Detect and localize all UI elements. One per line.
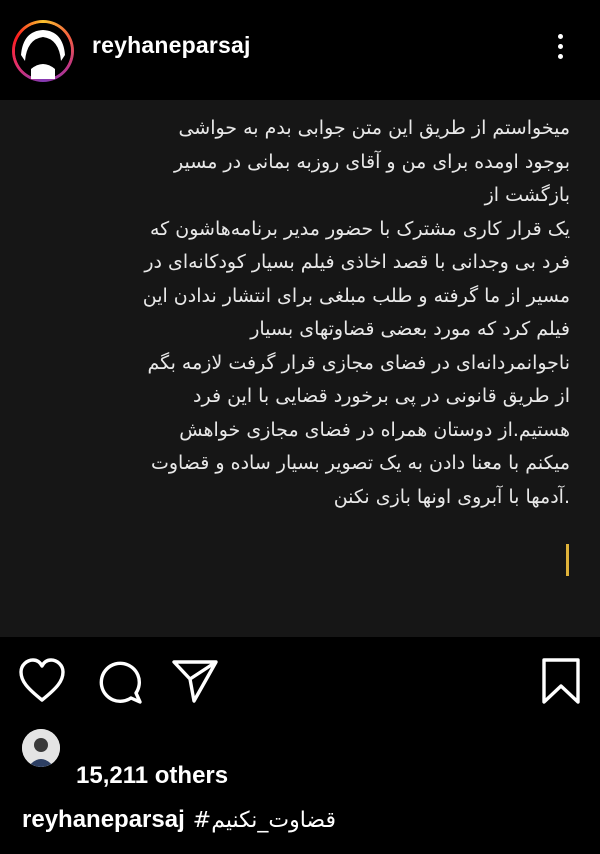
liker-avatar[interactable]: [22, 729, 60, 767]
post-text-line: یک قرار کاری مشترک با حضور مدیر برنامه‌هاشون که: [149, 217, 570, 240]
post-text-line: بوجود اومده برای من و آقای روزبه بمانی در مسیر: [174, 150, 570, 173]
caption-username[interactable]: reyhaneparsaj: [22, 806, 185, 833]
post-text-line: میکنم با معنا دادن به یک تصویر بسیار ساده و قضاوت: [150, 452, 570, 474]
post-text-line: بازگشت از: [484, 184, 570, 206]
post-text-line: از طریق قانونی در پی برخورد قضایی با این فرد: [193, 385, 570, 407]
caption-hashtag[interactable]: #قضاوت_نکنیم: [192, 808, 337, 833]
comment-icon[interactable]: [95, 657, 145, 709]
post-text-line: مسیر از ما گرفته و طلب مبلغی برای انتشار ندادن این: [142, 284, 570, 307]
likes-count[interactable]: 15,211 others: [76, 762, 229, 789]
post-text-line: میخواستم از طریق این متن جوابی بدم به حواشی: [178, 117, 570, 139]
send-icon[interactable]: [170, 657, 220, 709]
post-username[interactable]: reyhaneparsaj: [92, 32, 251, 58]
more-vertical-icon[interactable]: [552, 34, 568, 64]
post-text-line: فیلم کرد که مورد بعضی قضاوتهای بسیار: [250, 318, 570, 340]
post-header: [0, 0, 600, 100]
post-text-line: فرد بی وجدانی با قصد اخاذی فیلم بسیار کودکانه‌ای در: [144, 251, 570, 273]
heart-icon[interactable]: [17, 657, 67, 709]
bookmark-icon[interactable]: [539, 657, 583, 709]
post-text-line: .آدمها با آبروی اونها بازی نکنن: [333, 485, 570, 508]
avatar-image: [15, 23, 71, 79]
action-bar: [0, 637, 600, 737]
post-text: [30, 112, 570, 514]
profile-avatar[interactable]: [12, 20, 74, 82]
post-text-line: هستیم.از دوستان همراه در فضای مجازی خواهش: [179, 418, 570, 441]
caption: [22, 806, 336, 834]
post-image[interactable]: [0, 100, 600, 637]
text-cursor: [566, 544, 569, 576]
post-text-line: ناجوانمردانه‌ای در فضای مجازی قرار گرفت لازمه بگم: [147, 351, 570, 374]
